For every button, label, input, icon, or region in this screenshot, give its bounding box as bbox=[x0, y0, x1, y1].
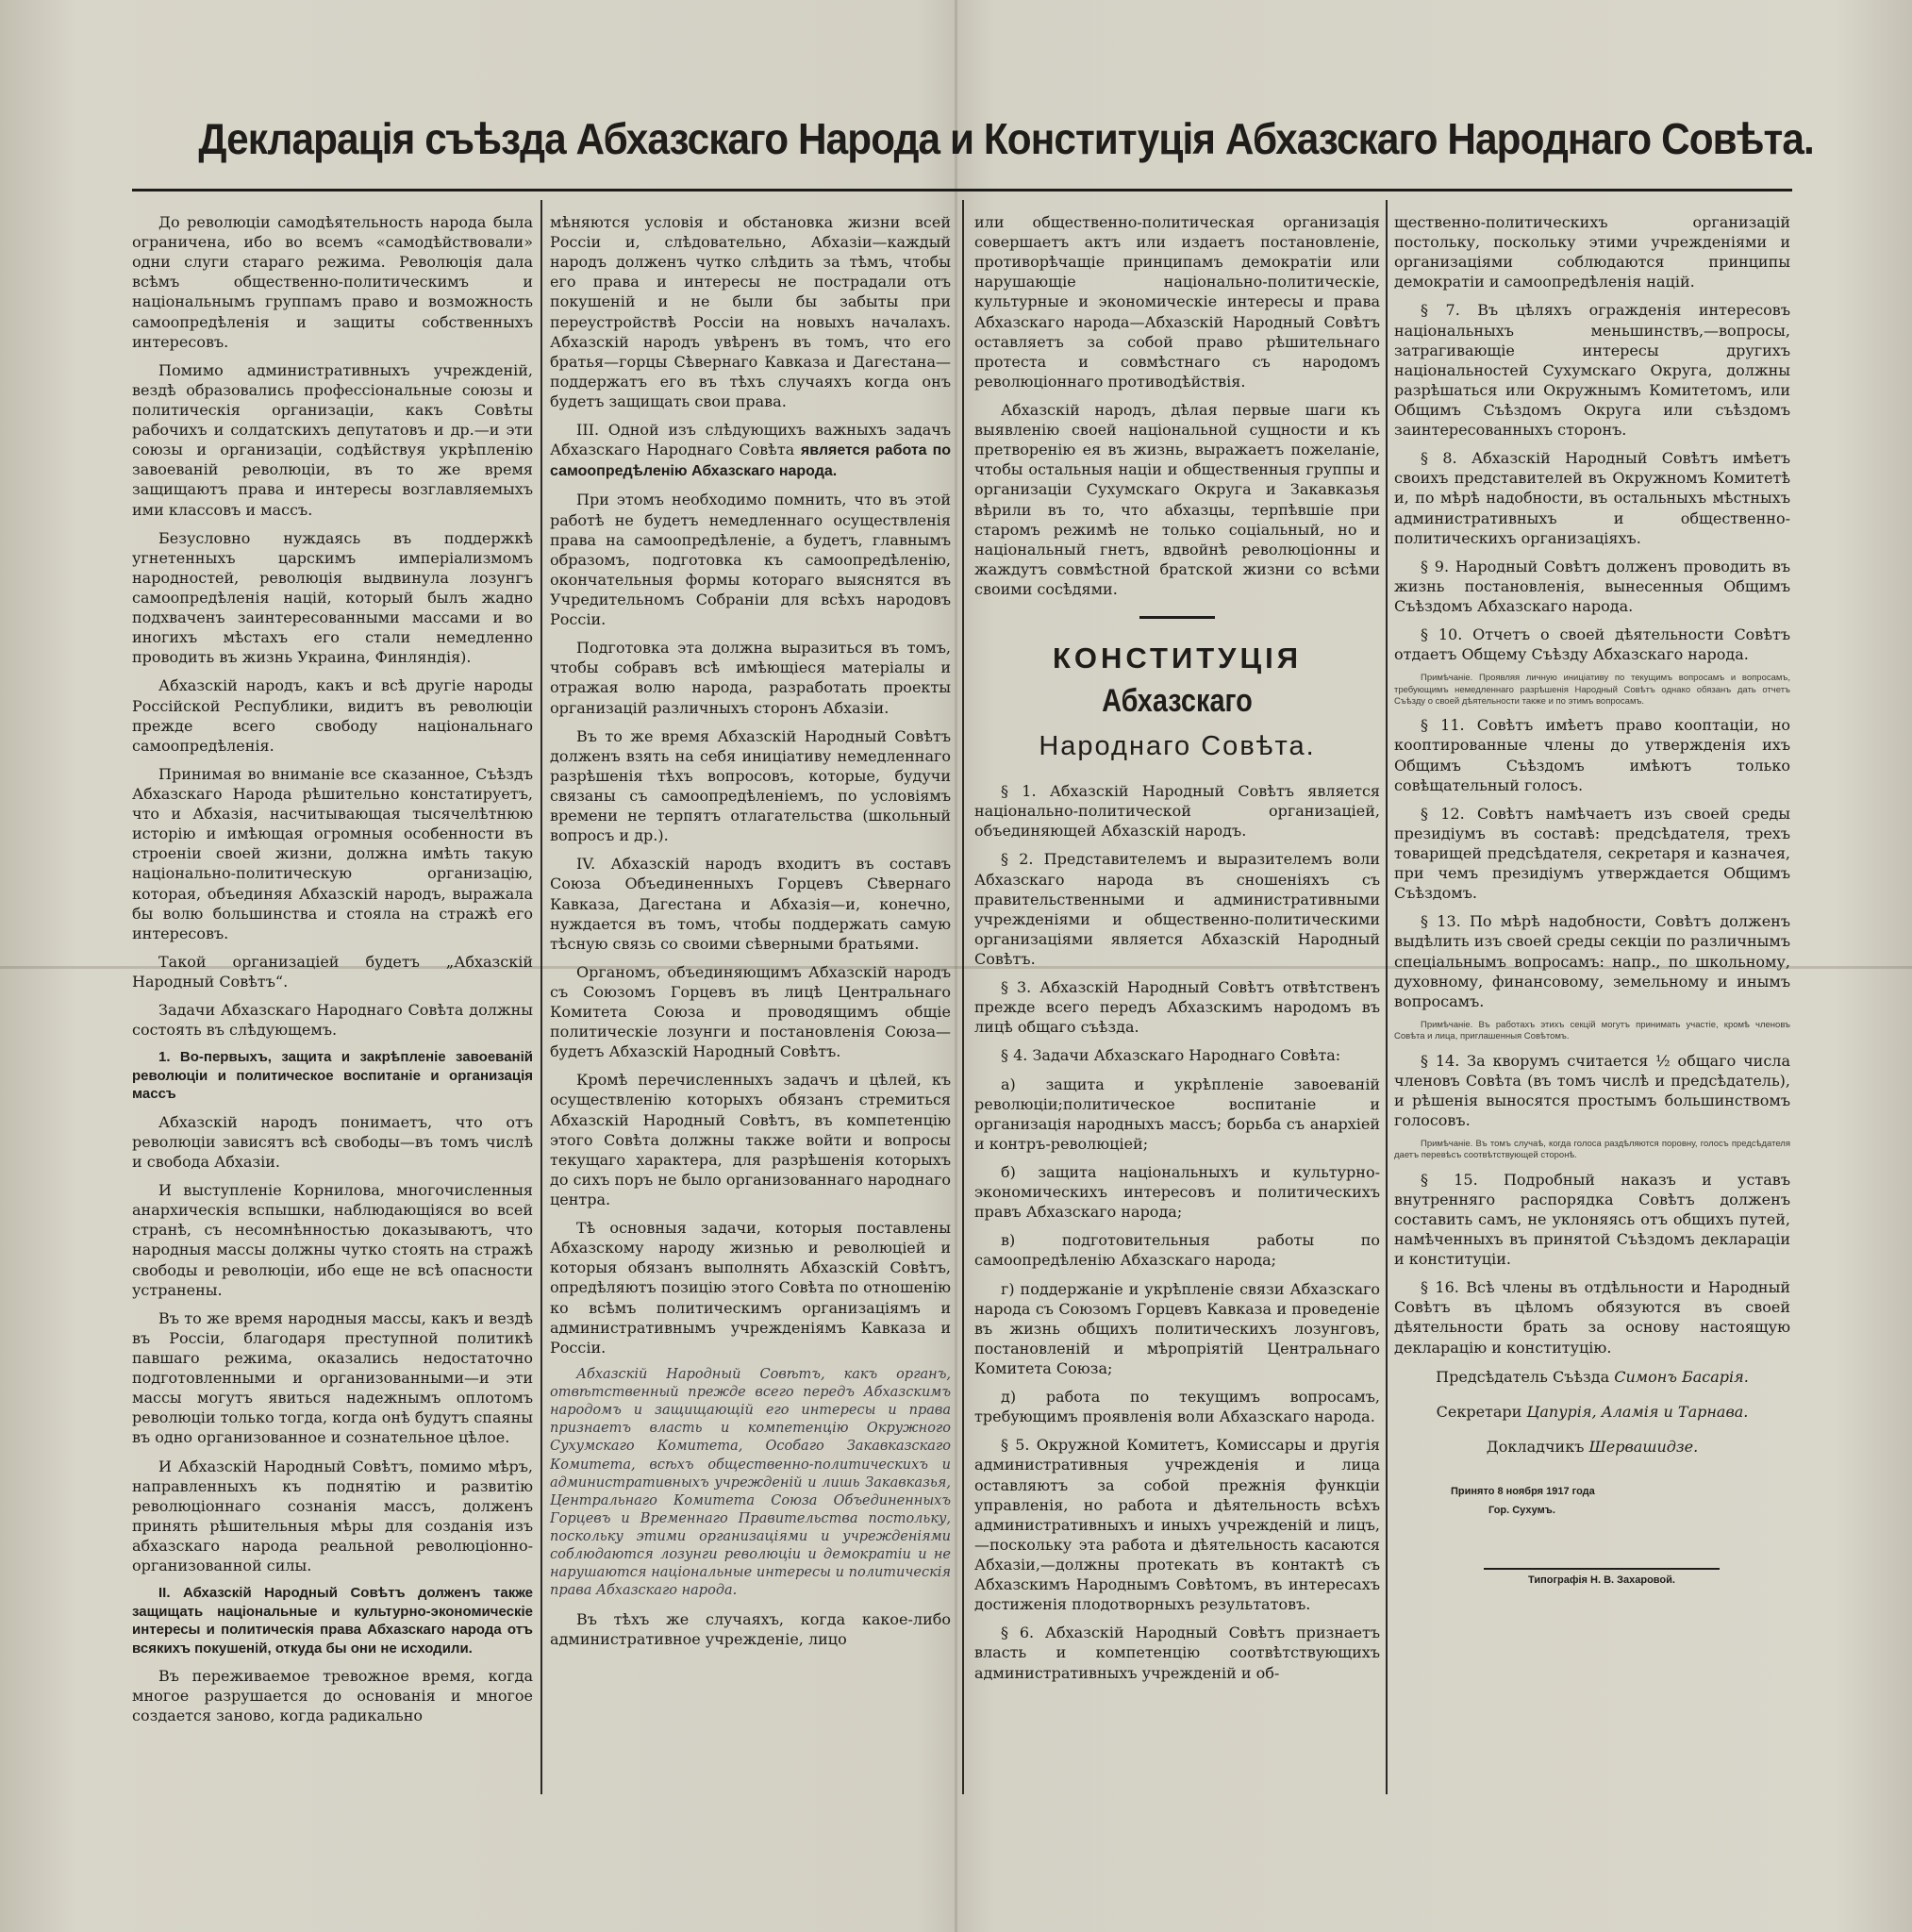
article: § 2. Представителемъ и выразителемъ воли Абхазскаго народа въ сношеніяхъ съ правительственными и административными учрежденіями и общественно-политическими организаціями является Абхазскій Народный Совѣтъ. bbox=[974, 850, 1380, 968]
paragraph: Въ то же время народныя массы, какъ и вездѣ въ Россіи, благодаря преступной политикѣ павшаго режима, оказались недостаточно подготовленными и организованными—и эти массы могутъ явиться надежнымъ оплотомъ революціи только тогда, когда онѣ будутъ спаяны въ одно организованное и сознательное цѣлое. bbox=[132, 1308, 533, 1447]
article: § 14. За кворумъ считается ½ общаго числа членовъ Совѣта (въ томъ числѣ и предсѣдатель), и рѣшенія выносятся простымъ большинствомъ голосовъ. bbox=[1394, 1051, 1790, 1129]
paragraph: мѣняются условія и обстановка жизни всей Россіи и, слѣдовательно, Абхазіи—каждый народъ долженъ чутко слѣдить за тѣмъ, чтобы его права и интересы не пострадали отъ покушеній и не были бы забыты при переустройствѣ Россіи на новыхъ началахъ. Абхазскій народъ увѣренъ въ томъ, что его братья—горцы Сѣвернаго Кавказа и Дагестана—поддержатъ его въ тѣхъ случаяхъ когда онъ будетъ защищать свои права. bbox=[550, 213, 951, 410]
signature-chair bbox=[1394, 1367, 1790, 1387]
article: щественно-политическихъ организацій постольку, поскольку этими учрежденіями и организаціями соблюдаются принципы демократіи и самоопредѣленія націй. bbox=[1394, 213, 1790, 291]
article: § 9. Народный Совѣтъ долженъ проводить въ жизнь постановленія, вынесенныя Общимъ Съѣздомъ Абхазскаго народа. bbox=[1394, 557, 1790, 615]
footnote: Примѣчаніе. Въ томъ случаѣ, когда голоса раздѣляются поровну, голосъ предсѣдателя даетъ перевѣсъ соотвѣтствующей сторонѣ. bbox=[1394, 1138, 1790, 1161]
article: § 10. Отчетъ о своей дѣятельности Совѣтъ отдаетъ Общему Съѣзду Абхазскаго народа. bbox=[1394, 625, 1790, 664]
signature-name: Цапурія, Аламія и Тарнава. bbox=[1526, 1402, 1749, 1421]
paragraph: До революціи самодѣятельность народа была ограничена, ибо во всемъ «самодѣйствовали» одни слуги стараго режима. Революція дала всѣмъ общественно-политическимъ и національнымъ группамъ право и возможность самоопредѣленія и защиты собственныхъ интересовъ. bbox=[132, 213, 533, 351]
constitution-subtitle: Абхазскаго bbox=[1102, 682, 1253, 719]
paragraph: Безусловно нуждаясь въ поддержкѣ угнетенныхъ царскимъ имперіализмомъ народностей, революція выдвинула лозунгъ самоопредѣленія націй, который былъ жадно подхваченъ заинтересованными массами и во иногихъ мѣстахъ его стали немедленно проводить въ жизнь Украина, Финляндія). bbox=[132, 528, 533, 667]
article: § 8. Абхазскій Народный Совѣтъ имѣетъ своихъ представителей въ Окружномъ Комитетѣ и, по мѣрѣ надобности, въ остальныхъ мѣстныхъ административныхъ и общественно-политическихъ организаціяхъ. bbox=[1394, 449, 1790, 547]
paragraph: или общественно-политическая организація совершаетъ актъ или издаетъ постановленіе, противорѣчащіе принципамъ демократіи или нарушающіе національно-политическіе, культурные и экономическіе интересы и права Абхазскаго народа—Абхазскій Народный Совѣтъ оставляетъ за собой право рѣшительнаго протеста и совмѣстнаго съ народомъ революціоннаго противодѣйствія. bbox=[974, 213, 1380, 391]
column-divider bbox=[1386, 200, 1388, 1794]
document-title: Декларація съѣзда Абхазскаго Народа и Конституція Абхазскаго Народнаго Совѣта. bbox=[198, 114, 1814, 163]
article-item: г) поддержаніе и укрѣпленіе связи Абхазскаго народа съ Союзомъ Горцевъ Кавказа и проведеніе въ жизнь общихъ политическихъ лозунговъ, постановленій и мѣропріятій Центральнаго Комитета Союза; bbox=[974, 1279, 1380, 1377]
article: § 4. Задачи Абхазскаго Народнаго Совѣта: bbox=[1001, 1046, 1341, 1065]
paragraph: Подготовка эта должна выразиться въ томъ, чтобы собравъ всѣ имѣющіеся матеріалы и отражая волю народа, разработать проекты организацій различныхъ сторонъ Абхазіи. bbox=[550, 639, 951, 717]
constitution-title: КОНСТИТУЦІЯ bbox=[1052, 641, 1302, 675]
article-item: а) защита и укрѣпленіе завоеваній революціи;политическое воспитаніе и организація народныхъ массъ; борьба съ анархіей и контръ-революціей; bbox=[974, 1074, 1380, 1153]
paragraph: Помимо административныхъ учрежденій, вездѣ образовались профессіональные союзы и политическія организаціи, какъ Совѣты рабочихъ и солдатскихъ депутатовъ и др.—и эти союзы и организаціи, содѣйствуя укрѣпленію завоеваній революціи, въ то же время защищаютъ права и интересы возглавляемыхъ ими классовъ и массъ. bbox=[132, 360, 533, 519]
signature-name: Шервашидзе. bbox=[1588, 1437, 1699, 1456]
column-1 bbox=[132, 212, 533, 1778]
column-3 bbox=[974, 212, 1380, 1778]
article: § 12. Совѣтъ намѣчаетъ изъ своей среды президіумъ въ составѣ: предсѣдателя, трехъ товарищей предсѣдателя, секретаря и казначея, при чемъ президіумъ утверждается Общимъ Съѣздомъ. bbox=[1394, 804, 1790, 903]
signature-reporter bbox=[1394, 1437, 1790, 1457]
paragraph: Задачи Абхазскаго Народнаго Совѣта должны состоять въ слѣдующемъ. bbox=[132, 1001, 533, 1040]
paragraph: И выступленіе Корнилова, многочисленныя анархическія вспышки, наблюдающіяся во всей странѣ, съ несомнѣнностью доказываютъ, что народныя массы должны чутко стоять на стражѣ свободы и революціи, ибо еще не всѣ опасности устранены. bbox=[132, 1181, 533, 1299]
bold-phrase: является работа по самоопредѣленію Абхазскаго народа. bbox=[550, 442, 951, 480]
adoption-date-block bbox=[1451, 1483, 1790, 1521]
paper-fold-vertical bbox=[955, 0, 957, 1932]
column-2 bbox=[550, 212, 951, 1778]
paragraph: Абхазскій народъ, какъ и всѣ другіе народы Россійской Республики, видитъ въ революціи прежде всего свободу національнаго самоопредѣленія. bbox=[132, 676, 533, 755]
paragraph: Въ то же время Абхазскій Народный Совѣтъ долженъ взять на себя иниціативу немедленнаго разрѣшенія тѣхъ вопросовъ, которые, будучи связаны съ самоопредѣленіемъ, по условіямъ времени не терпятъ отлагательства (школьный вопросъ и др.). bbox=[550, 726, 951, 845]
section-separator bbox=[1139, 616, 1215, 619]
paragraph bbox=[550, 420, 951, 481]
paragraph: Абхазскій народъ понимаетъ, что отъ революціи зависятъ всѣ свободы—въ томъ числѣ и свобода Абхазіи. bbox=[132, 1112, 533, 1171]
paragraph: Въ тѣхъ же случаяхъ, когда какое-либо административное учрежденіе, лицо bbox=[550, 1609, 951, 1648]
adoption-date: Принято 8 ноября 1917 года bbox=[1451, 1485, 1595, 1497]
article: § 5. Окружной Комитетъ, Комиссары и другія административныя учрежденія и лица оставляютъ за собой прежнія функціи управленія, но работа и дѣятельность всѣхъ административныхъ и иныхъ учрежденій и лицъ,—поскольку эта работа и дѣятельность касаются Абхазіи,—должны протекать въ контактѣ съ Абхазскимъ Народнымъ Совѣтомъ, въ интересахъ достиженія плодотворныхъ результатовъ. bbox=[974, 1436, 1380, 1614]
footnote: Примѣчаніе. Въ работахъ этихъ секцій могутъ принимать участіе, кромѣ членовъ Совѣта и лица, приглашенныя Совѣтомъ. bbox=[1394, 1019, 1790, 1042]
article-item: д) работа по текущимъ вопросамъ, требующимъ проявленія воли Абхазскаго народа. bbox=[974, 1388, 1380, 1426]
paragraph: Такой организаціей будетъ „Абхазскій Народный Совѣтъ“. bbox=[132, 952, 533, 991]
article-item: б) защита національныхъ и культурно-экономическихъ интересовъ и политическихъ правъ Абхазскаго народа; bbox=[974, 1162, 1380, 1222]
signature-role: Докладчикъ bbox=[1486, 1437, 1585, 1456]
article: § 16. Всѣ члены въ отдѣльности и Народный Совѣтъ въ цѣломъ обязуются въ своей дѣятельности брать за основу настоящую декларацію и конституцію. bbox=[1394, 1278, 1790, 1357]
paragraph: IV. Абхазскій народъ входитъ въ составъ Союза Объединенныхъ Горцевъ Сѣвернаго Кавказа, Дагестана и Абхазія—и, конечно, нуждается въ томъ, чтобы поддержать самую тѣсную связь со своими сѣверными братьями. bbox=[550, 855, 951, 953]
paragraph: При этомъ необходимо помнить, что въ этой работѣ не будетъ немедленнаго осуществленія права на самоопредѣленіе, а будетъ, главнымъ образомъ, подготовка къ самоопредѣленію, окончательныя формы котораго выяснятся въ Учредительномъ Собраніи для всѣхъ народовъ Россіи. bbox=[550, 491, 951, 629]
footnote: Примѣчаніе. Проявляя личную иниціативу по текущимъ вопросамъ и вопросамъ, требующимъ немедленнаго разрѣшенія Народный Совѣтъ однако обязанъ дать отчетъ Съѣзду о своей дѣятельности также и по этимъ вопросамъ. bbox=[1394, 673, 1790, 707]
italic-paragraph: Абхазскій Народный Совѣтъ, какъ органъ, отвѣтственный прежде всего передъ Абхазскимъ народомъ и защищающій его интересы и права признаетъ власть и компетенцію Окружного Сухумскаго Комитета, Особаго Закавказскаго Комитета, всѣхъ общественно-политическихъ и административныхъ учрежденій и лишь Закавказья, Центральнаго Комитета Союза Объединенныхъ Горцевъ и Временнаго Правительства постольку, поскольку этими организаціями и учрежденіями соблюдаются лозунги революціи и демократіи и не нарушаются національные интересы и политическія права Абхазскаго народа. bbox=[550, 1366, 951, 1599]
paragraph: Въ переживаемое тревожное время, когда многое разрушается до основанія и многое создается заново, когда радикально bbox=[132, 1667, 533, 1725]
printer-imprint: Типографія Н. В. Захаровой. bbox=[1484, 1568, 1720, 1588]
signature-secretaries bbox=[1394, 1402, 1790, 1422]
paragraph: Органомъ, объединяющимъ Абхазскій народъ съ Союзомъ Горцевъ въ лицѣ Центральнаго Комитета Союза и проводящимъ общіе политическіе лозунги и постановленія Союза—будетъ Абхазскій Народный Совѣтъ. bbox=[550, 962, 951, 1061]
article: § 3. Абхазскій Народный Совѣтъ отвѣтственъ прежде всего передъ Абхазскимъ народомъ въ лицѣ общаго съѣзда. bbox=[974, 978, 1380, 1037]
article: § 15. Подробный наказъ и уставъ внутренняго распорядка Совѣтъ долженъ составить самъ, не уклоняясь отъ общихъ путей, намѣченныхъ въ принятой Съѣздомъ деклараціи и конституціи. bbox=[1394, 1170, 1790, 1269]
column-4 bbox=[1394, 212, 1790, 1778]
paragraph-text: III. Одной изъ слѣдующихъ важныхъ задачъ Абхазскаго Народнаго Совѣта bbox=[550, 421, 951, 459]
column-divider bbox=[540, 200, 542, 1794]
signature-name: Симонъ Басарія. bbox=[1614, 1367, 1749, 1386]
title-rule bbox=[132, 189, 1792, 192]
article: § 1. Абхазскій Народный Совѣтъ является національно-политической организаціей, объединяющей Абхазскій народъ. bbox=[974, 782, 1380, 841]
article: § 11. Совѣтъ имѣетъ право кооптаціи, но кооптированные члены до утвержденія ихъ Общимъ Съѣздомъ имѣютъ только совѣщательный голосъ. bbox=[1394, 716, 1790, 794]
paragraph: Тѣ основныя задачи, которыя поставлены Абхазскому народу жизнью и революціей и которыя обязанъ выполнять Абхазскій Совѣтъ, опредѣляютъ позицію этого Совѣта по отношенію ко всѣмъ политическимъ организаціямъ и административнымъ учрежденіямъ Кавказа и Россіи. bbox=[550, 1219, 951, 1357]
section-heading: 1. Во-первыхъ, защита и закрѣпленіе завоеваній революціи и политическое воспитаніе и организація массъ bbox=[132, 1049, 533, 1103]
article: § 6. Абхазскій Народный Совѣтъ признаетъ власть и компетенцію соотвѣтствующихъ административныхъ учрежденій и об- bbox=[974, 1624, 1380, 1682]
paragraph: Кромѣ перечисленныхъ задачъ и цѣлей, къ осуществленію которыхъ обязанъ стремиться Абхазскій Народный Совѣтъ, въ компетенцію этого Совѣта должны также войти и вопросы текущаго характера, для разрѣшенія которыхъ до сихъ поръ не было организованнаго народнаго центра. bbox=[550, 1071, 951, 1209]
article-item: в) подготовительныя работы по самоопредѣленію Абхазскаго народа; bbox=[974, 1231, 1380, 1270]
constitution-subtitle-2: Народнаго Совѣта. bbox=[1039, 730, 1316, 761]
signature-role: Предсѣдатель Съѣзда bbox=[1436, 1367, 1610, 1386]
paragraph: И Абхазскій Народный Совѣтъ, помимо мѣръ, направленныхъ къ поднятію и развитію революціоннаго сознанія массъ, долженъ принять рѣшительныя мѣры для созданія изъ абхазскаго народа реальной революціонно-организованной силы. bbox=[132, 1457, 533, 1575]
section-heading: II. Абхазскій Народный Совѣтъ долженъ также защищать національные и культурно-экономическіе интересы и политическія права Абхазскаго народа отъ всякихъ покушеній, откуда бы они не исходили. bbox=[132, 1585, 533, 1657]
article: § 7. Въ цѣляхъ огражденія интересовъ національныхъ меньшинствъ,—вопросы, затрагивающіе интересы другихъ національностей Сухумскаго Округа, должны разрѣшаться или Окружнымъ Комитетомъ, или Общимъ Съѣздомъ Округа или съѣздомъ заинтересованныхъ сторонъ. bbox=[1394, 301, 1790, 440]
column-divider bbox=[962, 200, 964, 1794]
signature-role: Секретари bbox=[1436, 1402, 1522, 1421]
paragraph: Абхазскій народъ, дѣлая первые шаги къ выявленію своей національной сущности и къ претворенію ея въ жизнь, выражаетъ пожеланіе, чтобы остальныя націи и общественныя группы и организаціи Сухумскаго Округа и Закавказья вѣрили въ то, что абхазцы, терпѣвшіе при старомъ режимѣ не только соціальный, но и національный гнетъ, вдвойнѣ революціонны и жаждутъ совмѣстной братской жизни со всѣми своими сосѣдями. bbox=[974, 400, 1380, 598]
article: § 13. По мѣрѣ надобности, Совѣтъ долженъ выдѣлить изъ своей среды секціи по различнымъ спеціальнымъ вопросамъ: напр., по школьному, духовному, финансовому, земельному и инымъ вопросамъ. bbox=[1394, 912, 1790, 1010]
adoption-place: Гор. Сухумъ. bbox=[1488, 1504, 1555, 1516]
paragraph: Принимая во вниманіе все сказанное, Съѣздъ Абхазскаго Народа рѣшительно констатируетъ, что и Абхазія, насчитывающая тысячелѣтнюю исторію и имѣющая огромныя особенности въ строеніи своей жизни, должна имѣть такую національно-политическую организацію, которая, объединяя Абхазскій народъ, выражала бы волю большинства и стояла на стражѣ его интересовъ. bbox=[132, 764, 533, 942]
